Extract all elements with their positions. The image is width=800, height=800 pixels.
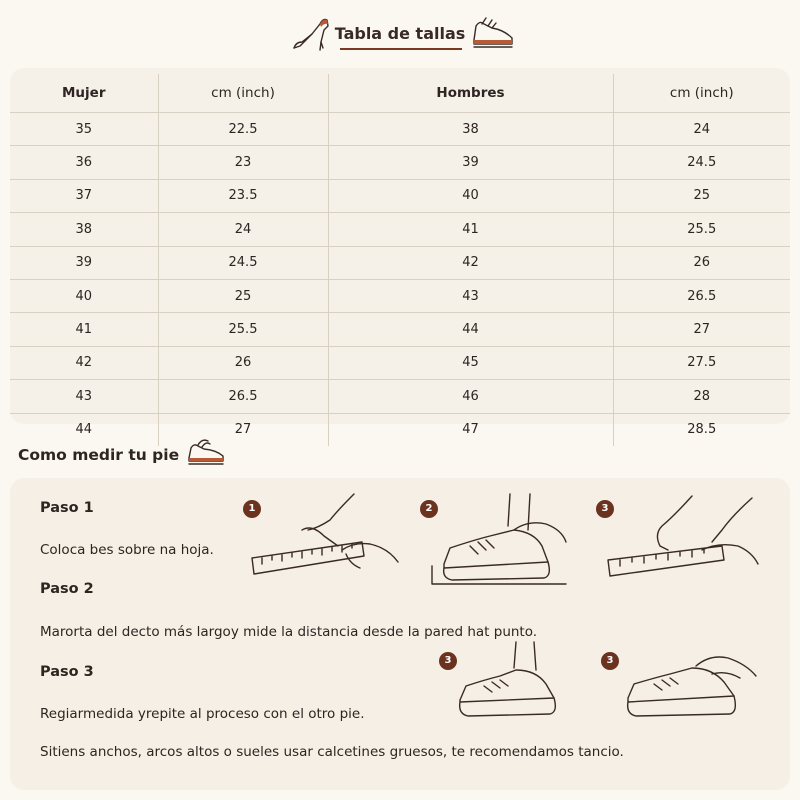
table-row <box>10 346 790 379</box>
cell-men-size: 38 <box>328 113 613 146</box>
cell-women-size: 41 <box>10 313 158 346</box>
sneaker-icon <box>186 436 226 470</box>
hand-ruler-illustration <box>242 490 402 585</box>
cell-women-size: 37 <box>10 179 158 212</box>
step-badge: 3 <box>596 500 614 518</box>
cell-women-cm: 23 <box>158 146 328 179</box>
cell-women-cm: 23.5 <box>158 179 328 212</box>
cell-women-size: 39 <box>10 246 158 279</box>
table-row <box>10 413 790 446</box>
cell-women-size: 38 <box>10 213 158 246</box>
cell-men-cm: 24.5 <box>613 146 790 179</box>
column-header-mujer: Mujer <box>10 74 158 113</box>
size-table <box>10 74 790 446</box>
cell-men-size: 41 <box>328 213 613 246</box>
cell-men-cm: 27.5 <box>613 346 790 379</box>
cell-men-size: 47 <box>328 413 613 446</box>
header <box>0 10 800 55</box>
sneaker-tying-illustration <box>616 636 766 722</box>
cell-men-size: 39 <box>328 146 613 179</box>
sneaker-measure-illustration <box>430 490 570 590</box>
table-row <box>10 279 790 312</box>
table-row <box>10 313 790 346</box>
table-row <box>10 146 790 179</box>
step-2-label: Paso 2 <box>40 581 94 597</box>
size-table-card <box>10 68 790 438</box>
steps-card <box>10 478 790 790</box>
cell-women-cm: 25.5 <box>158 313 328 346</box>
sneaker-icon <box>470 14 516 54</box>
table-row <box>10 213 790 246</box>
cell-women-size: 36 <box>10 146 158 179</box>
cell-women-size: 44 <box>10 413 158 446</box>
step-1-label: Paso 1 <box>40 500 94 516</box>
cell-women-size: 43 <box>10 380 158 413</box>
cell-men-cm: 26.5 <box>613 279 790 312</box>
how-to-measure-title: Como medir tu pie <box>18 446 180 464</box>
column-header-hombres: Hombres <box>328 74 613 113</box>
cell-women-cm: 24.5 <box>158 246 328 279</box>
column-header-cm-women: cm (inch) <box>158 74 328 113</box>
cell-women-cm: 22.5 <box>158 113 328 146</box>
cell-women-size: 40 <box>10 279 158 312</box>
cell-men-size: 42 <box>328 246 613 279</box>
cell-women-cm: 26 <box>158 346 328 379</box>
cell-men-size: 43 <box>328 279 613 312</box>
step-3-label: Paso 3 <box>40 664 94 680</box>
step-badge: 3 <box>601 652 619 670</box>
cell-men-cm: 25.5 <box>613 213 790 246</box>
step-3-text: Regiarmedida yrepite al proceso con el otro pie. <box>40 706 365 722</box>
cell-women-size: 42 <box>10 346 158 379</box>
step-2-text: Marorta del decto más largoy mide la distancia desde la pared hat punto. <box>40 624 538 640</box>
cell-men-cm: 28.5 <box>613 413 790 446</box>
column-header-cm-men: cm (inch) <box>669 85 734 101</box>
table-row <box>10 380 790 413</box>
table-row <box>10 179 790 212</box>
table-row <box>10 246 790 279</box>
cell-women-size: 35 <box>10 113 158 146</box>
cell-men-cm: 26 <box>613 246 790 279</box>
step-badge: 1 <box>243 500 261 518</box>
title-underline <box>340 48 462 50</box>
cell-men-cm: 27 <box>613 313 790 346</box>
sneaker-standing-illustration <box>450 640 570 720</box>
step-1-text: Coloca bes sobre na hoja. <box>40 542 214 558</box>
cell-men-size: 40 <box>328 179 613 212</box>
cell-women-cm: 25 <box>158 279 328 312</box>
cell-men-cm: 24 <box>613 113 790 146</box>
table-header-row <box>10 74 790 113</box>
step-badge: 3 <box>439 652 457 670</box>
cell-men-cm: 25 <box>613 179 790 212</box>
tip-note: Sitiens anchos, arcos altos o sueles usar calcetines gruesos, te recomendamos tancio. <box>40 744 624 760</box>
cell-men-size: 46 <box>328 380 613 413</box>
table-row <box>10 113 790 146</box>
step-badge: 2 <box>420 500 438 518</box>
cell-women-cm: 26.5 <box>158 380 328 413</box>
cell-men-size: 45 <box>328 346 613 379</box>
cell-men-size: 44 <box>328 313 613 346</box>
cell-women-cm: 27 <box>158 413 328 446</box>
cell-women-cm: 24 <box>158 213 328 246</box>
page-title: Tabla de tallas <box>334 24 466 43</box>
hands-ruler-illustration <box>602 490 762 590</box>
cell-men-cm: 28 <box>613 380 790 413</box>
